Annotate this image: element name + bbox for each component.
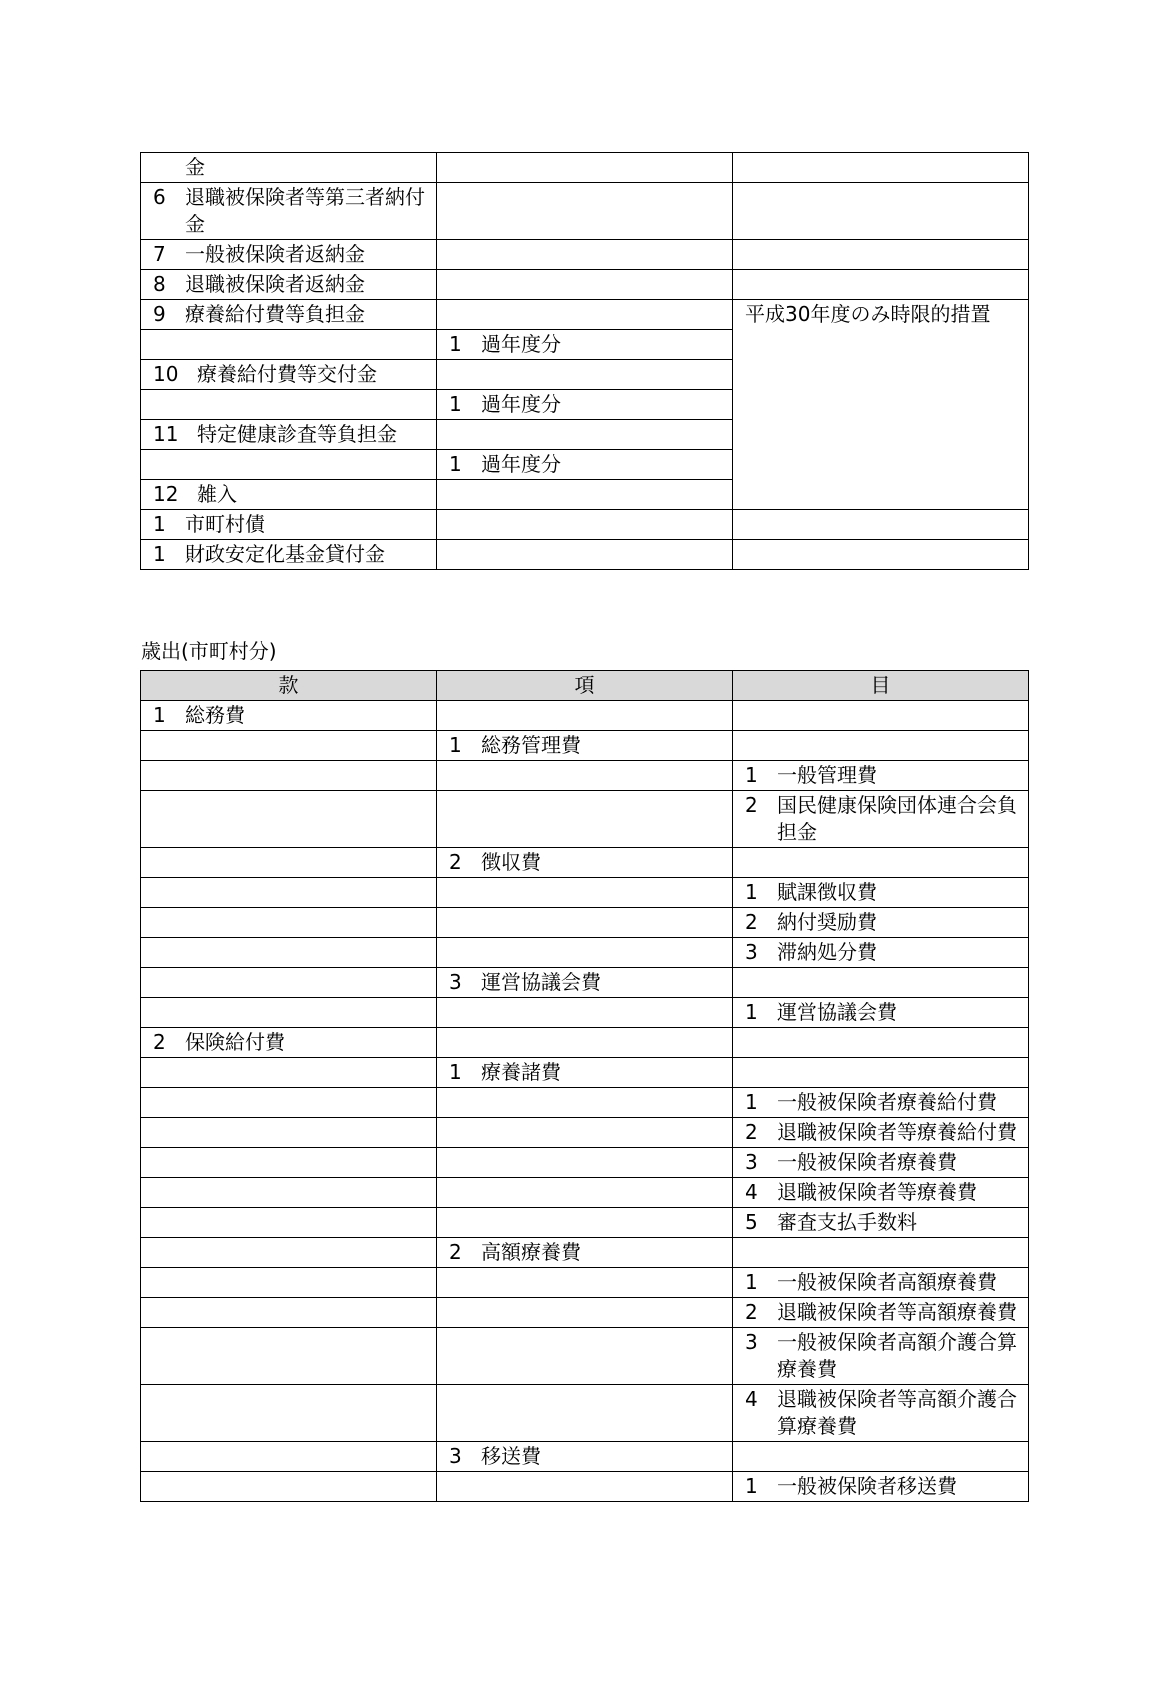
item-label: 退職被保険者返納金 bbox=[185, 272, 365, 296]
item-label: 療養給付費等負担金 bbox=[185, 302, 365, 326]
item-number: 1 bbox=[745, 1090, 758, 1114]
item-number: 3 bbox=[449, 970, 462, 994]
cell-kan bbox=[141, 240, 437, 270]
item-label: 退職被保険者等高額介護合算療養費 bbox=[777, 1387, 1017, 1438]
cell-kan bbox=[141, 1385, 437, 1442]
cell-content bbox=[733, 1329, 1028, 1383]
item-label: 徴収費 bbox=[481, 850, 541, 874]
item-label: 一般被保険者移送費 bbox=[777, 1474, 957, 1498]
cell-moku bbox=[733, 1208, 1029, 1238]
cell-content bbox=[437, 331, 732, 358]
cell-kou bbox=[437, 968, 733, 998]
cell-content bbox=[141, 361, 436, 388]
cell-kan bbox=[141, 968, 437, 998]
cell-kan bbox=[141, 1442, 437, 1472]
cell-moku bbox=[733, 731, 1029, 761]
table-row bbox=[141, 878, 1029, 908]
cell-content bbox=[141, 1029, 436, 1056]
cell-moku bbox=[733, 1268, 1029, 1298]
item-number: 2 bbox=[449, 850, 462, 874]
cell-content bbox=[141, 481, 436, 508]
cell-content bbox=[141, 154, 436, 181]
cell-kan bbox=[141, 450, 437, 480]
header-moku: 目 bbox=[733, 671, 1029, 701]
item-number: 3 bbox=[449, 1444, 462, 1468]
cell-kan bbox=[141, 420, 437, 450]
cell-kou bbox=[437, 731, 733, 761]
cell-kou bbox=[437, 1298, 733, 1328]
cell-kan bbox=[141, 701, 437, 731]
cell-kan bbox=[141, 390, 437, 420]
cell-moku bbox=[733, 1298, 1029, 1328]
item-number: 7 bbox=[153, 242, 166, 266]
cell-kou bbox=[437, 1385, 733, 1442]
table-row bbox=[141, 240, 1029, 270]
table-row bbox=[141, 1088, 1029, 1118]
cell-kou bbox=[437, 848, 733, 878]
table-row bbox=[141, 968, 1029, 998]
cell-kan bbox=[141, 480, 437, 510]
table-row bbox=[141, 731, 1029, 761]
cell-kou bbox=[437, 1058, 733, 1088]
cell-kan bbox=[141, 1328, 437, 1385]
cell-kou bbox=[437, 270, 733, 300]
cell-content bbox=[733, 1089, 1028, 1116]
item-label: 高額療養費 bbox=[481, 1240, 581, 1264]
cell-content bbox=[141, 301, 436, 328]
item-number: 1 bbox=[153, 703, 166, 727]
cell-kou bbox=[437, 153, 733, 183]
table-row bbox=[141, 908, 1029, 938]
item-number: 3 bbox=[745, 1150, 758, 1174]
cell-kou bbox=[437, 1148, 733, 1178]
cell-kou bbox=[437, 300, 733, 330]
header-row bbox=[141, 671, 1029, 701]
cell-content bbox=[733, 1149, 1028, 1176]
table-row bbox=[141, 998, 1029, 1028]
cell-moku bbox=[733, 791, 1029, 848]
item-number: 1 bbox=[449, 452, 462, 476]
item-label: 退職被保険者等第三者納付金 bbox=[185, 185, 425, 236]
cell-moku bbox=[733, 270, 1029, 300]
item-label: 国民健康保険団体連合会負担金 bbox=[777, 793, 1017, 844]
table-row bbox=[141, 1328, 1029, 1385]
table-row bbox=[141, 510, 1029, 540]
item-label: 一般管理費 bbox=[777, 763, 877, 787]
item-number: 9 bbox=[153, 302, 166, 326]
cell-kou bbox=[437, 390, 733, 420]
cell-kou bbox=[437, 540, 733, 570]
cell-moku bbox=[733, 1028, 1029, 1058]
header-kan: 款 bbox=[141, 671, 437, 701]
item-label: 退職被保険者等高額療養費 bbox=[777, 1300, 1017, 1324]
cell-moku bbox=[733, 1058, 1029, 1088]
header-kou: 項 bbox=[437, 671, 733, 701]
cell-kan bbox=[141, 1058, 437, 1088]
cell-moku bbox=[733, 1178, 1029, 1208]
cell-moku bbox=[733, 1148, 1029, 1178]
revenue-table-continued bbox=[140, 152, 1029, 570]
table-row bbox=[141, 1058, 1029, 1088]
cell-kou bbox=[437, 908, 733, 938]
item-number: 2 bbox=[745, 910, 758, 934]
cell-content bbox=[437, 391, 732, 418]
table-row bbox=[141, 848, 1029, 878]
item-label: 移送費 bbox=[481, 1444, 541, 1468]
cell-content bbox=[733, 1473, 1028, 1500]
cell-kan bbox=[141, 360, 437, 390]
cell-content bbox=[141, 541, 436, 568]
cell-moku bbox=[733, 998, 1029, 1028]
cell-content bbox=[437, 732, 732, 759]
cell-content bbox=[733, 1386, 1028, 1440]
cell-kou bbox=[437, 1238, 733, 1268]
cell-moku bbox=[733, 938, 1029, 968]
cell-moku bbox=[733, 540, 1029, 570]
table-row bbox=[141, 153, 1029, 183]
cell-kou bbox=[437, 510, 733, 540]
cell-kou bbox=[437, 360, 733, 390]
cell-kou bbox=[437, 761, 733, 791]
item-label: 総務費 bbox=[185, 703, 245, 727]
cell-moku bbox=[733, 701, 1029, 731]
item-number: 1 bbox=[745, 763, 758, 787]
table-row bbox=[141, 1178, 1029, 1208]
cell-kan bbox=[141, 938, 437, 968]
cell-moku bbox=[733, 510, 1029, 540]
cell-content bbox=[437, 969, 732, 996]
item-number: 1 bbox=[745, 1000, 758, 1024]
cell-kan bbox=[141, 300, 437, 330]
cell-content bbox=[733, 939, 1028, 966]
item-label: 滞納処分費 bbox=[777, 940, 877, 964]
item-number: 1 bbox=[449, 392, 462, 416]
cell-content bbox=[733, 1179, 1028, 1206]
cell-kou bbox=[437, 1472, 733, 1502]
item-number: 2 bbox=[745, 1120, 758, 1144]
cell-moku bbox=[733, 1118, 1029, 1148]
table-row bbox=[141, 1472, 1029, 1502]
table-row bbox=[141, 1268, 1029, 1298]
item-number: 11 bbox=[153, 422, 179, 446]
cell-kan bbox=[141, 731, 437, 761]
cell-content bbox=[733, 909, 1028, 936]
item-number: 2 bbox=[745, 793, 758, 817]
item-label: 療養諸費 bbox=[481, 1060, 561, 1084]
cell-moku bbox=[733, 153, 1029, 183]
item-number: 1 bbox=[745, 880, 758, 904]
cell-moku bbox=[733, 1385, 1029, 1442]
item-label: 総務管理費 bbox=[481, 733, 581, 757]
item-number: 10 bbox=[153, 362, 179, 386]
cell-kou bbox=[437, 1118, 733, 1148]
table-row bbox=[141, 1238, 1029, 1268]
cell-kan bbox=[141, 183, 437, 240]
item-label: 一般被保険者返納金 bbox=[185, 242, 365, 266]
cell-kan bbox=[141, 1118, 437, 1148]
item-number: 4 bbox=[745, 1180, 758, 1204]
table-row bbox=[141, 1298, 1029, 1328]
cell-kou bbox=[437, 330, 733, 360]
item-label: 審査支払手数料 bbox=[777, 1210, 917, 1234]
cell-content bbox=[141, 511, 436, 538]
cell-kan bbox=[141, 1238, 437, 1268]
cell-kan bbox=[141, 270, 437, 300]
cell-kan bbox=[141, 153, 437, 183]
cell-kan bbox=[141, 791, 437, 848]
item-number: 8 bbox=[153, 272, 166, 296]
table-row bbox=[141, 183, 1029, 240]
cell-content bbox=[141, 702, 436, 729]
cell-kan bbox=[141, 878, 437, 908]
table-row bbox=[141, 791, 1029, 848]
table-row bbox=[141, 1118, 1029, 1148]
cell-kan bbox=[141, 1148, 437, 1178]
cell-kou bbox=[437, 1328, 733, 1385]
item-number: 2 bbox=[153, 1030, 166, 1054]
cell-content bbox=[733, 999, 1028, 1026]
item-number: 1 bbox=[449, 332, 462, 356]
table-row bbox=[141, 761, 1029, 791]
cell-kou bbox=[437, 1442, 733, 1472]
cell-kou bbox=[437, 450, 733, 480]
table-row bbox=[141, 270, 1029, 300]
cell-kou bbox=[437, 791, 733, 848]
item-label: 保険給付費 bbox=[185, 1030, 285, 1054]
cell-moku bbox=[733, 761, 1029, 791]
cell-kan bbox=[141, 1472, 437, 1502]
item-label: 金 bbox=[185, 155, 205, 179]
cell-content bbox=[733, 1119, 1028, 1146]
item-number: 1 bbox=[745, 1474, 758, 1498]
item-label: 過年度分 bbox=[481, 452, 561, 476]
cell-kou bbox=[437, 701, 733, 731]
cell-content bbox=[733, 879, 1028, 906]
item-number: 3 bbox=[745, 940, 758, 964]
item-label: 市町村債 bbox=[185, 512, 265, 536]
cell-content bbox=[437, 451, 732, 478]
table-row bbox=[141, 938, 1029, 968]
item-label: 賦課徴収費 bbox=[777, 880, 877, 904]
item-number: 1 bbox=[745, 1270, 758, 1294]
item-number: 1 bbox=[153, 512, 166, 536]
cell-moku bbox=[733, 1328, 1029, 1385]
item-label: 運営協議会費 bbox=[481, 970, 601, 994]
item-label: 財政安定化基金貸付金 bbox=[185, 542, 385, 566]
item-number bbox=[153, 154, 185, 181]
table-row bbox=[141, 540, 1029, 570]
cell-moku bbox=[733, 240, 1029, 270]
item-label: 一般被保険者療養給付費 bbox=[777, 1090, 997, 1114]
cell-moku bbox=[733, 848, 1029, 878]
cell-kan bbox=[141, 908, 437, 938]
cell-kou bbox=[437, 420, 733, 450]
item-label: 納付奨励費 bbox=[777, 910, 877, 934]
item-label: 療養給付費等交付金 bbox=[197, 362, 377, 386]
cell-kou bbox=[437, 480, 733, 510]
item-number: 1 bbox=[449, 733, 462, 757]
cell-content bbox=[437, 849, 732, 876]
cell-content bbox=[733, 792, 1028, 846]
cell-moku bbox=[733, 968, 1029, 998]
cell-kou bbox=[437, 1028, 733, 1058]
cell-content bbox=[141, 184, 436, 238]
cell-moku bbox=[733, 1442, 1029, 1472]
cell-content bbox=[141, 271, 436, 298]
cell-moku bbox=[733, 878, 1029, 908]
cell-kan bbox=[141, 510, 437, 540]
cell-moku bbox=[733, 183, 1029, 240]
table-row bbox=[141, 1442, 1029, 1472]
cell-kan bbox=[141, 848, 437, 878]
cell-kou bbox=[437, 1208, 733, 1238]
item-label: 一般被保険者療養費 bbox=[777, 1150, 957, 1174]
cell-moku bbox=[733, 1472, 1029, 1502]
item-number: 6 bbox=[153, 185, 166, 209]
cell-kan bbox=[141, 1088, 437, 1118]
cell-kou bbox=[437, 1088, 733, 1118]
item-label: 運営協議会費 bbox=[777, 1000, 897, 1024]
item-number: 4 bbox=[745, 1387, 758, 1411]
table-row bbox=[141, 1148, 1029, 1178]
item-label: 雑入 bbox=[197, 482, 237, 506]
item-label: 過年度分 bbox=[481, 392, 561, 416]
cell-kan bbox=[141, 761, 437, 791]
item-number: 5 bbox=[745, 1210, 758, 1234]
item-label: 一般被保険者高額療養費 bbox=[777, 1270, 997, 1294]
item-label: 退職被保険者等療養給付費 bbox=[777, 1120, 1017, 1144]
item-number: 1 bbox=[449, 1060, 462, 1084]
cell-content bbox=[733, 762, 1028, 789]
cell-content bbox=[733, 1269, 1028, 1296]
table-row bbox=[141, 1208, 1029, 1238]
cell-kan bbox=[141, 1208, 437, 1238]
expenditure-section-title: 歳出(市町村分) bbox=[141, 639, 277, 663]
cell-kan bbox=[141, 1028, 437, 1058]
cell-kan bbox=[141, 1298, 437, 1328]
item-label: 一般被保険者高額介護合算療養費 bbox=[777, 1330, 1017, 1381]
cell-content bbox=[437, 1443, 732, 1470]
item-number: 2 bbox=[449, 1240, 462, 1264]
item-label: 特定健康診査等負担金 bbox=[197, 422, 397, 446]
item-number: 1 bbox=[153, 542, 166, 566]
note-text: 平成30年度のみ時限的措置 bbox=[745, 302, 991, 326]
cell-kou bbox=[437, 1178, 733, 1208]
item-number: 12 bbox=[153, 482, 179, 506]
item-label: 退職被保険者等療養費 bbox=[777, 1180, 977, 1204]
expenditure-table bbox=[140, 670, 1029, 1502]
cell-kou bbox=[437, 240, 733, 270]
cell-moku bbox=[733, 300, 1029, 510]
cell-kou bbox=[437, 938, 733, 968]
cell-kan bbox=[141, 540, 437, 570]
table-row bbox=[141, 701, 1029, 731]
cell-kou bbox=[437, 878, 733, 908]
cell-content bbox=[733, 1209, 1028, 1236]
cell-content bbox=[141, 421, 436, 448]
table-row bbox=[141, 1028, 1029, 1058]
cell-kou bbox=[437, 998, 733, 1028]
cell-moku bbox=[733, 1088, 1029, 1118]
cell-content bbox=[437, 1239, 732, 1266]
cell-moku bbox=[733, 908, 1029, 938]
cell-kan bbox=[141, 1268, 437, 1298]
item-label: 過年度分 bbox=[481, 332, 561, 356]
cell-content bbox=[141, 241, 436, 268]
cell-kou bbox=[437, 183, 733, 240]
cell-content bbox=[437, 1059, 732, 1086]
cell-kou bbox=[437, 1268, 733, 1298]
item-number: 3 bbox=[745, 1330, 758, 1354]
table-row bbox=[141, 1385, 1029, 1442]
cell-kan bbox=[141, 330, 437, 360]
cell-content bbox=[733, 1299, 1028, 1326]
cell-moku bbox=[733, 1238, 1029, 1268]
cell-kan bbox=[141, 1178, 437, 1208]
table-row bbox=[141, 300, 1029, 330]
item-number: 2 bbox=[745, 1300, 758, 1324]
cell-kan bbox=[141, 998, 437, 1028]
